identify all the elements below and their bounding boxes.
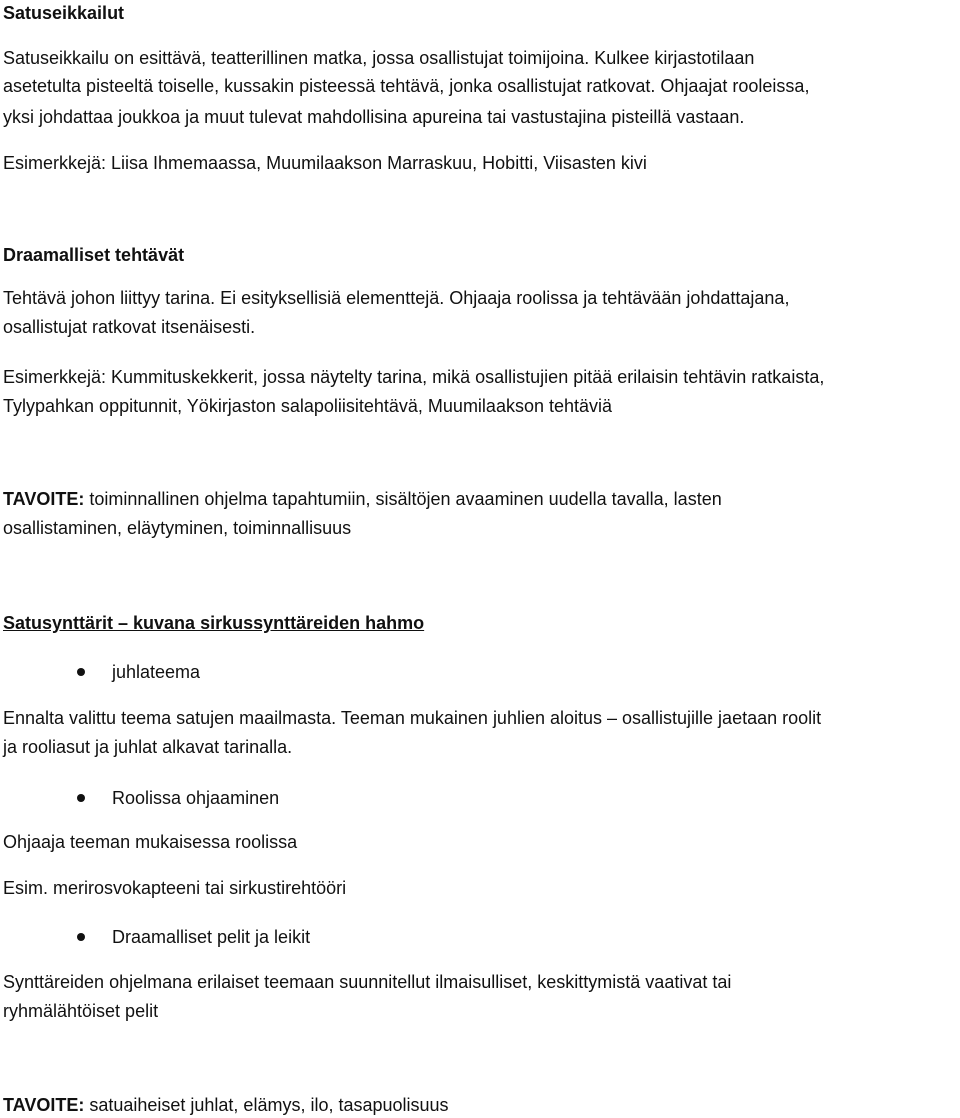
draamalliset-examples-line-2: Tylypahkan oppitunnit, Yökirjaston salapoliisitehtävä, Muumilaakson tehtäviä	[3, 396, 613, 416]
bullet-dot	[77, 668, 85, 676]
bullet-dot	[77, 794, 85, 802]
draamalliset-goal-line-2: osallistaminen, eläytyminen, toiminnallisuus	[3, 518, 352, 538]
bullet-roolissa-ohjaaminen: Roolissa ohjaaminen	[112, 788, 280, 808]
satuseikkailut-paragraph-line-3: yksi johdattaa joukkoa ja muut tulevat mahdollisina apureina tai vastustajina pisteillä vastaan.	[3, 107, 745, 127]
heading-draamalliset-tehtavat: Draamalliset tehtävät	[3, 245, 185, 265]
draamalliset-paragraph-line-2: osallistujat ratkovat itsenäisesti.	[3, 317, 256, 337]
satuseikkailut-paragraph-line-1: Satuseikkailu on esittävä, teatterillinen matka, jossa osallistujat toimijoina. Kulkee kirjastotilaan	[3, 48, 755, 68]
heading-satuseikkailut: Satuseikkailut	[3, 3, 125, 23]
bullet-draamalliset-pelit: Draamalliset pelit ja leikit	[112, 927, 311, 947]
goal-label: TAVOITE:	[3, 1095, 85, 1115]
draamalliset-goal-line-1	[3, 486, 722, 512]
draamalliset-paragraph-line-1: Tehtävä johon liittyy tarina. Ei esityksellisiä elementtejä. Ohjaaja roolissa ja tehtävään johdattajana,	[3, 288, 790, 308]
satusynttarit-text4-line-1: Synttäreiden ohjelmana erilaiset teemaan suunnitellut ilmaisulliset, keskittymistä vaativat tai	[3, 972, 732, 992]
goal-text: toiminnallinen ohjelma tapahtumiin, sisältöjen avaaminen uudella tavalla, lasten	[84, 489, 722, 509]
satusynttarit-text2: Ohjaaja teeman mukaisessa roolissa	[3, 832, 298, 852]
goal-text: satuaiheiset juhlat, elämys, ilo, tasapuolisuus	[84, 1095, 449, 1115]
satuseikkailut-paragraph-line-2: asetetulta pisteeltä toiselle, kussakin pisteessä tehtävä, jonka osallistujat ratkovat. Ohjaajat rooleissa,	[3, 76, 810, 96]
satuseikkailut-examples: Esimerkkejä: Liisa Ihmemaassa, Muumilaakson Marraskuu, Hobitti, Viisasten kivi	[3, 153, 647, 173]
heading-satusynttarit: Satusynttärit – kuvana sirkussynttäreiden hahmo	[3, 613, 425, 633]
bullet-juhlateema: juhlateema	[112, 662, 201, 682]
satusynttarit-text4-line-2: ryhmälähtöiset pelit	[3, 1001, 159, 1021]
draamalliset-examples-line-1: Esimerkkejä: Kummituskekkerit, jossa näytelty tarina, mikä osallistujien pitää erilaisin tehtävin ratkaista,	[3, 367, 825, 387]
satusynttarit-text1-line-2: ja rooliasut ja juhlat alkavat tarinalla.	[3, 737, 293, 757]
goal-label: TAVOITE:	[3, 489, 85, 509]
satusynttarit-goal	[3, 1092, 449, 1118]
bullet-dot	[77, 933, 85, 941]
satusynttarit-text1-line-1: Ennalta valittu teema satujen maailmasta. Teeman mukainen juhlien aloitus – osallistujille jaetaan roolit	[3, 708, 822, 728]
satusynttarit-text3: Esim. merirosvokapteeni tai sirkustirehtööri	[3, 878, 347, 898]
